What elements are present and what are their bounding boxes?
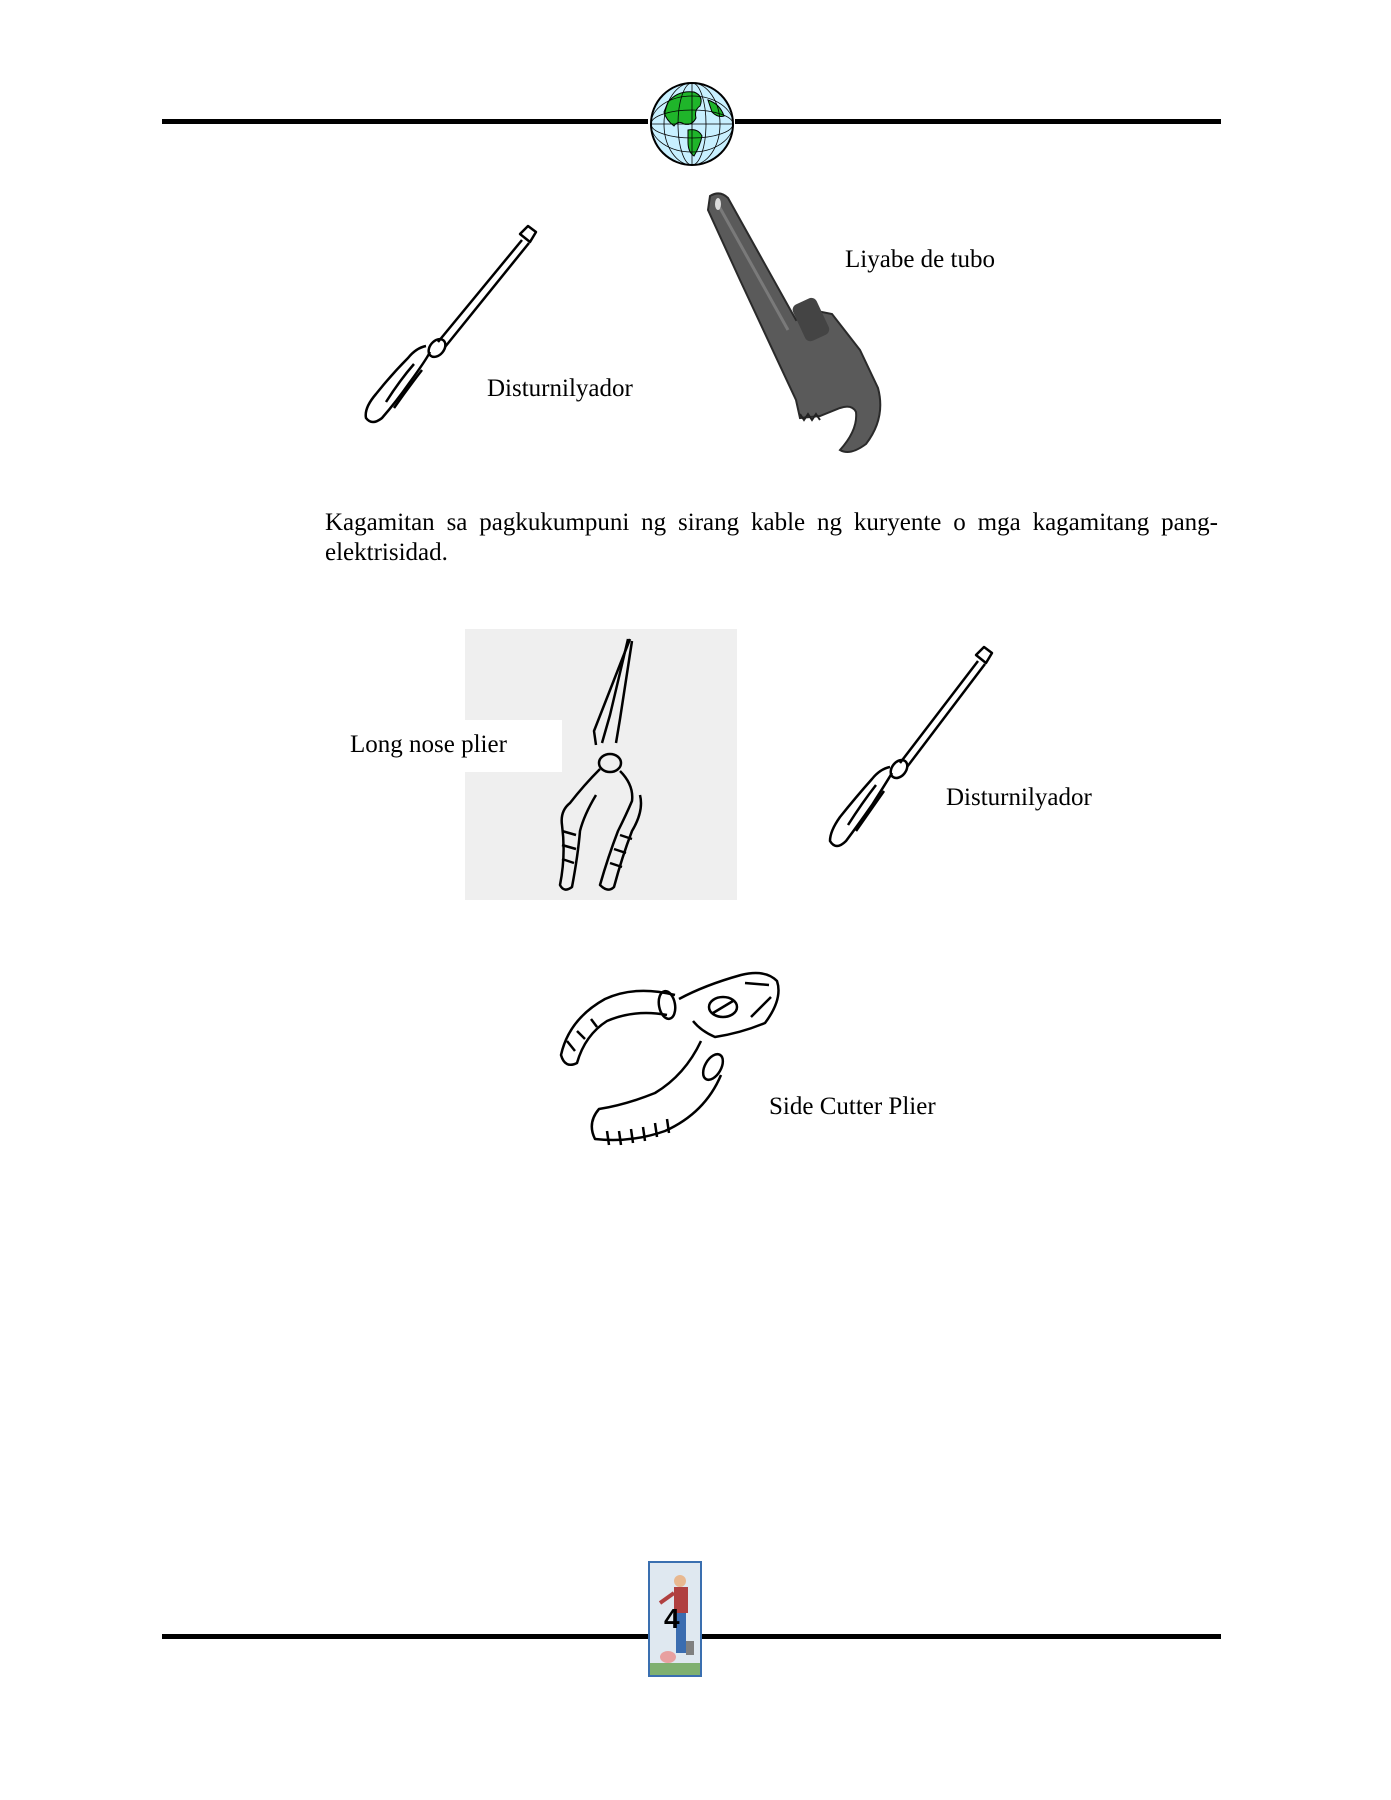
body-paragraph: Kagamitan sa pagkukumpuni ng sirang kable ng kuryente o mga kagamitang pang-elektrisidad.: [325, 509, 1218, 566]
side-cutter-plier-icon: [555, 955, 835, 1155]
screwdriver-icon: [330, 220, 560, 440]
page-number: 4: [664, 1603, 680, 1634]
header-rule-right: [735, 119, 1221, 124]
long-nose-plier-label: Long nose plier: [350, 731, 507, 758]
long-nose-plier-icon: [540, 635, 650, 895]
pipe-wrench-icon: [700, 190, 910, 460]
header-rule-left: [162, 119, 648, 124]
screwdriver-icon-2: [828, 645, 1008, 860]
side-cutter-plier-label: Side Cutter Plier: [769, 1093, 936, 1120]
screwdriver-label: Disturnilyador: [487, 375, 633, 402]
screwdriver-label-2: Disturnilyador: [946, 784, 1092, 811]
globe-icon: [648, 80, 736, 168]
page-number-badge: [648, 1561, 702, 1677]
pipe-wrench-label: Liyabe de tubo: [845, 246, 995, 273]
footer-rule-left: [162, 1634, 648, 1639]
footer-rule-right: [702, 1634, 1221, 1639]
